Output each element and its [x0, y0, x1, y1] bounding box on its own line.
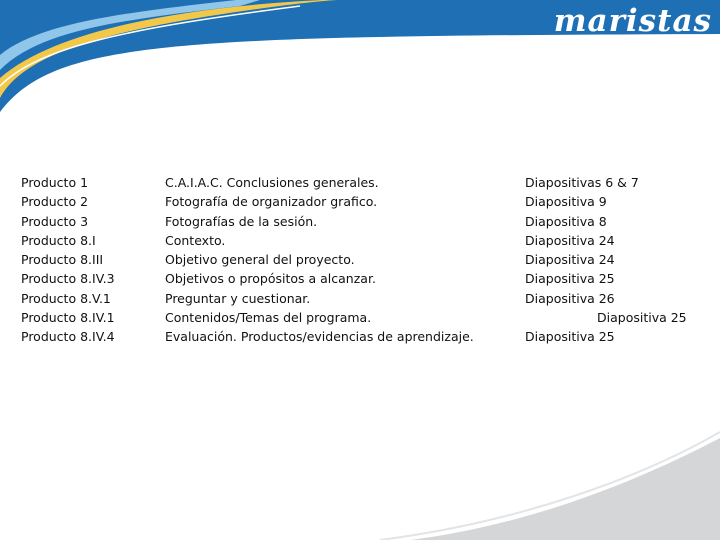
product-item: Producto 1 — [21, 175, 89, 190]
activity-item: Contenidos/Temas del programa. — [165, 309, 372, 325]
slide-reference: Diapositiva 26 — [525, 290, 615, 306]
activity-item: Contexto. — [165, 232, 226, 248]
activity-item: Fotografías de la sesión. — [165, 213, 318, 229]
product-item: Producto 8.I — [21, 232, 96, 248]
slide-reference: Diapositiva 25 — [597, 309, 687, 325]
activity-item: Evaluación. Productos/evidencias de aprendizaje. — [165, 329, 474, 344]
slide-reference: Diapositiva 25 — [525, 271, 615, 287]
product-item: Producto 8.V.1 — [21, 290, 111, 306]
activities-column — [165, 173, 510, 346]
activity-item: Fotografía de organizador grafico. — [165, 194, 378, 210]
activity-item: Preguntar y cuestionar. — [165, 290, 311, 306]
activity-item: Objetivos o propósitos a alcanzar. — [165, 271, 376, 287]
slide-reference: Diapositiva 9 — [525, 194, 607, 210]
product-item: Producto 8.IV.4 — [21, 329, 115, 344]
slide-reference: Diapositiva 8 — [525, 213, 607, 229]
slides-column — [525, 173, 700, 346]
product-item: Producto 2 — [21, 194, 89, 210]
slide-reference: Diapositiva 24 — [525, 252, 615, 267]
activity-item: Objetivo general del proyecto. — [165, 252, 355, 267]
product-item: Producto 8.IV.1 — [21, 309, 115, 325]
products-column — [21, 173, 151, 346]
slide-reference: Diapositivas 6 & 7 — [525, 175, 639, 190]
product-item: Producto 8.III — [21, 252, 104, 267]
slide-reference: Diapositiva 25 — [525, 329, 615, 344]
slide-reference: Diapositiva 24 — [525, 232, 615, 248]
product-item: Producto 3 — [21, 213, 89, 229]
activity-item: C.A.I.A.C. Conclusiones generales. — [165, 175, 379, 190]
corner-curve — [410, 438, 720, 540]
maristas-logo: maristas — [553, 3, 712, 39]
product-item: Producto 8.IV.3 — [21, 271, 115, 287]
